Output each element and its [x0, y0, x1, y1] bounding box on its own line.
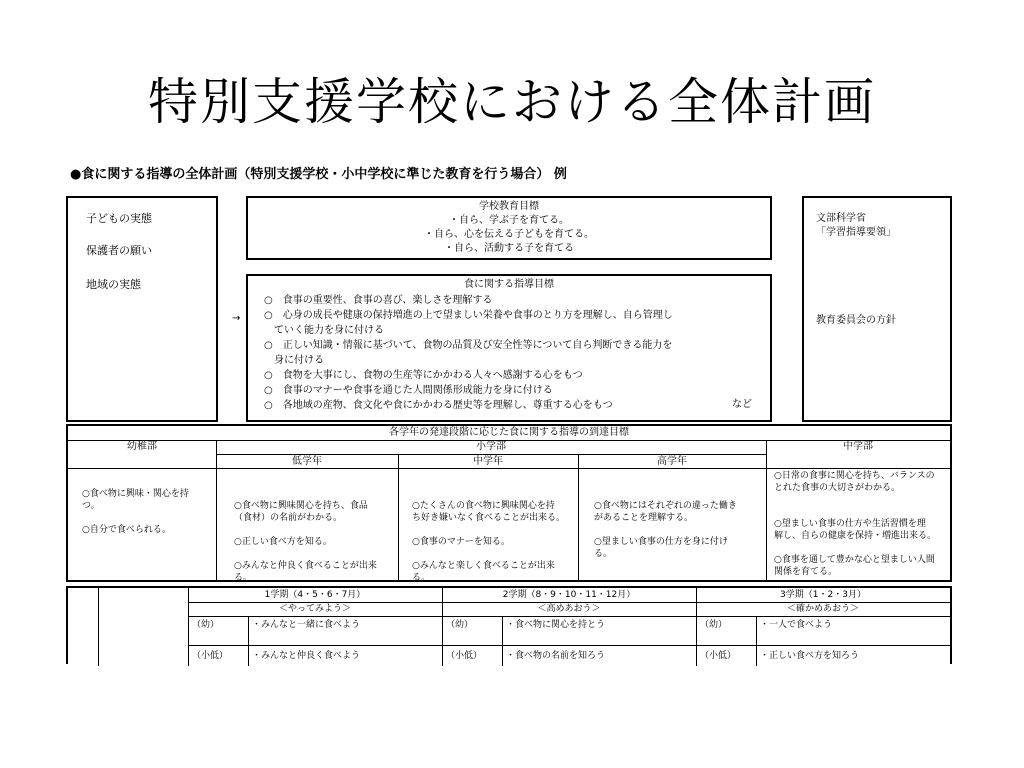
food-goals-box [246, 274, 772, 422]
term3-theme: ＜確かめあおう＞ [786, 604, 859, 614]
food-goal-line: ○ 食事のマナーや食事を通じた人間関係形成能力を身に付ける [264, 385, 553, 396]
term3-row1-text: ・一人で食べよう [760, 620, 833, 630]
kinder-goals: ○食べ物に興味・関心を持 つ。 ○自分で食べられる。 [82, 489, 189, 535]
school-goals-box [246, 196, 772, 260]
slide-title: 特別支援学校における全体計画 [148, 73, 876, 131]
kinder-label: 幼稚部 [127, 441, 157, 452]
policy-box [802, 196, 952, 422]
school-goal-line: ・自ら、学ぶ子を育てる。 [449, 215, 569, 226]
development-table [66, 424, 952, 582]
context-children: 子どもの実態 [86, 212, 152, 225]
food-goals-etc: など [732, 399, 752, 410]
development-table-title: 各学年の発達段階に応じた食に関する指導の到達目標 [389, 427, 629, 438]
lower-grade-label: 低学年 [292, 456, 322, 467]
plan-document [66, 162, 952, 664]
school-goal-line: ・自ら、活動する子を育てる [444, 243, 574, 254]
food-goal-line: ○ 食物を大事にし、食物の生産等にかかわる人々へ感謝する心をもつ [264, 370, 583, 381]
term2-row2-grade: （小低） [446, 651, 483, 661]
context-community: 地域の実態 [86, 278, 141, 291]
upper-grade-label: 高学年 [657, 456, 687, 467]
food-goal-line: 身に付ける [264, 355, 324, 366]
lower-grade-goals: ○食べ物に興味関心を持ち、食品 （食材）の名前がわかる。 ○正しい食べ方を知る。 ○みんなと仲良く食べることが出来 る。 [234, 501, 377, 583]
term3-row2-text: ・正しい食べ方を知ろう [760, 651, 860, 661]
context-box [66, 196, 218, 422]
food-goal-line: ○ 正しい知識・情報に基づいて、食物の品質及び安全性等について自ら判断できる能力を [264, 340, 673, 351]
food-goal-line: ○ 心身の成長や健康の保持増進の上で望ましい栄養や食事のとり方を理解し、自ら管理し [264, 310, 673, 321]
term2-title: 2学期（8・9・10・11・12月） [502, 590, 636, 600]
schedule-table [66, 586, 952, 664]
middle-grade-label: 中学年 [473, 456, 503, 467]
policy-guideline: 「学習指導要領」 [816, 227, 896, 238]
term2-theme: ＜高めあおう＞ [537, 604, 601, 614]
term3-title: 3学期（1・2・3月） [780, 590, 866, 600]
term1-row1-grade: （幼） [192, 620, 220, 630]
school-goal-line: ・自ら、心を伝える子どもを育てる。 [424, 229, 594, 240]
term3-row2-grade: （小低） [700, 651, 737, 661]
policy-board: 教育委員会の方針 [816, 315, 896, 326]
food-goal-line: ていく能力を身に付ける [264, 325, 384, 336]
upper-grade-goals: ○食べ物にはそれぞれの違った働き があることを理解する。 ○望ましい食事の仕方を身に付け る。 [594, 501, 737, 559]
junior-goals: ○日常の食事に関心を持ち、バランスの とれた食事の大切さがわかる。 ○望ましい食事の仕方や生活習慣を理 解し、自らの健康を保持・増進出来る。 ○食事を通して豊かな心と望ましい人間 関係を育てる。 [774, 471, 937, 577]
term1-row2-grade: （小低） [192, 651, 229, 661]
middle-grade-goals: ○たくさんの食べ物に興味関心を持 ち好き嫌いなく食べることが出来る。 ○食事のマナーを知る。 ○みんなと楽しく食べることが出来 る。 [412, 501, 566, 583]
term1-title: 1学期（4・5・6・7月） [264, 590, 366, 600]
food-goals-title: 食に関する指導目標 [464, 279, 554, 290]
junior-label: 中学部 [843, 441, 873, 452]
term1-row2-text: ・みんなと仲良く食べよう [252, 651, 361, 661]
document-heading: ●食に関する指導の全体計画（特別支援学校・小中学校に準じた教育を行う場合） 例 [70, 167, 567, 182]
arrow-icon: → [232, 313, 241, 324]
term2-row1-grade: （幼） [446, 620, 474, 630]
context-parents: 保護者の願い [86, 244, 152, 257]
food-goal-line: ○ 各地域の産物、食文化や食にかかわる歴史等を理解し、尊重する心をもつ [264, 400, 613, 411]
term2-row2-text: ・食べ物の名前を知ろう [506, 651, 606, 661]
term1-theme: ＜やってみよう＞ [278, 604, 351, 614]
elementary-label: 小学部 [476, 441, 506, 452]
food-goal-line: ○ 食事の重要性、食事の喜び、楽しさを理解する [264, 295, 493, 306]
food-goals-list [264, 293, 673, 413]
term1-row1-text: ・みんなと一緒に食べよう [252, 620, 361, 630]
term2-row1-text: ・食べ物に関心を持とう [506, 620, 606, 630]
term3-row1-grade: （幼） [700, 620, 728, 630]
policy-mext: 文部科学省 [816, 213, 866, 224]
school-goals-title: 学校教育目標 [479, 201, 539, 212]
